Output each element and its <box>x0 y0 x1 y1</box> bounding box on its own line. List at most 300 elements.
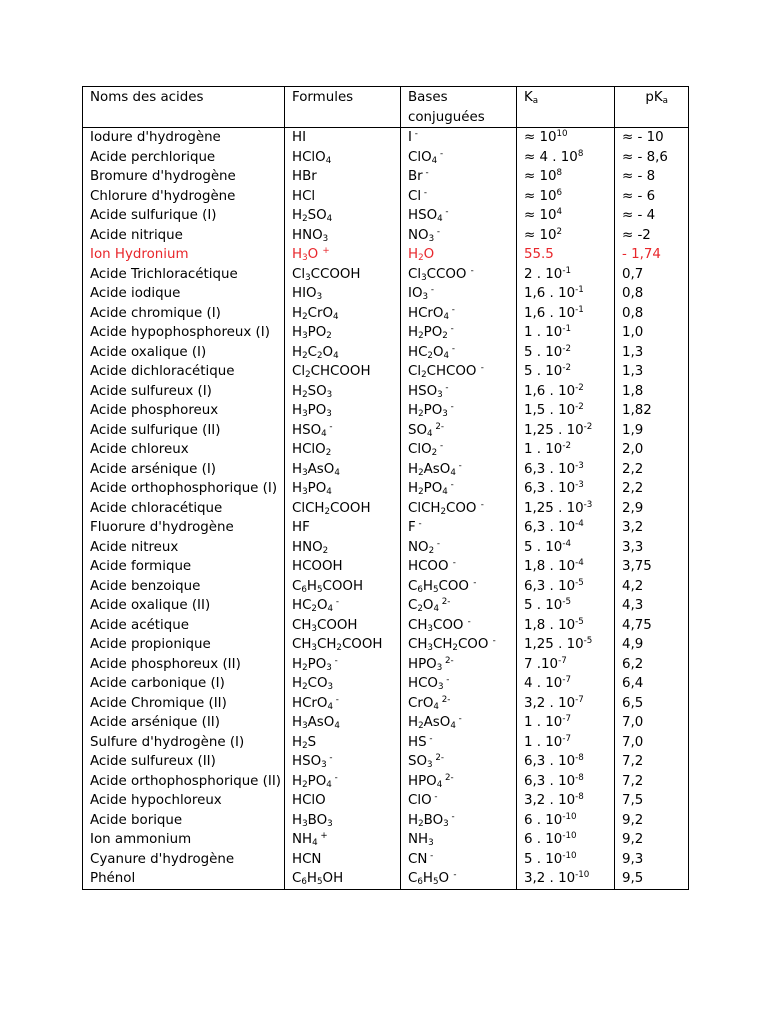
ka-cell <box>517 128 615 148</box>
formula-segment: ClCH <box>292 500 325 516</box>
formula-segment: 5 <box>316 877 323 888</box>
formula-cell <box>285 304 401 324</box>
base-segment: - <box>427 850 434 861</box>
pka-cell: 4,2 <box>615 577 689 597</box>
base-segment: ClO <box>408 442 432 457</box>
ka-cell <box>517 791 615 811</box>
base-segment: - <box>492 636 496 647</box>
formula-segment: 2 <box>311 604 317 615</box>
base-segment: H <box>408 403 419 418</box>
base-cell <box>401 304 517 324</box>
base-segment: COO <box>457 637 493 652</box>
ka-cell <box>517 401 615 421</box>
base-segment: - <box>434 226 441 237</box>
ka-cell <box>517 284 615 304</box>
ka-segment: 3,2 . 10 <box>524 793 576 808</box>
acid-name-cell: Acide iodique <box>90 286 181 301</box>
table-body <box>83 128 689 890</box>
ka-cell <box>517 674 615 694</box>
formula-segment: PO <box>307 403 327 418</box>
table-row <box>83 499 689 519</box>
ka-segment: 1,25 . 10 <box>524 422 584 438</box>
pka-cell: 1,3 <box>615 343 689 363</box>
table-row <box>83 265 689 285</box>
ka-segment: -8 <box>575 772 584 783</box>
formula-segment: 3 <box>302 487 308 498</box>
formula-segment: H <box>292 656 303 672</box>
formula-segment: COOH <box>316 617 358 633</box>
formula-segment: BO <box>307 812 328 828</box>
formula-segment: - <box>326 421 333 432</box>
base-segment: NO <box>408 539 429 555</box>
acid-name-cell: Ion Hydronium <box>90 247 189 262</box>
base-segment: CCOO <box>426 266 471 282</box>
base-segment: H <box>408 715 419 730</box>
base-cell <box>401 674 517 694</box>
formula-segment: H <box>306 871 317 886</box>
pka-cell: 3,2 <box>615 518 689 538</box>
ka-segment: -2 <box>562 363 572 374</box>
base-segment: 4 <box>443 311 450 322</box>
formula-cell <box>285 811 401 831</box>
ka-cell <box>517 382 615 402</box>
ka-segment: -7 <box>558 655 567 666</box>
pka-cell: 1,82 <box>615 401 689 421</box>
base-segment: 2 <box>418 331 424 342</box>
table-row <box>83 382 689 402</box>
base-segment: Br <box>408 169 423 184</box>
formula-cell <box>285 616 401 636</box>
acid-name-cell: Acide benzoique <box>90 578 201 594</box>
base-segment: 3 <box>443 818 449 829</box>
base-cell <box>401 791 517 811</box>
ka-cell <box>517 655 615 675</box>
base-segment: 2- <box>442 772 454 783</box>
table-row <box>83 811 689 831</box>
base-segment: H <box>422 578 433 594</box>
base-segment: COO <box>446 500 481 516</box>
base-segment: C <box>408 871 418 886</box>
acid-table-container <box>82 86 688 890</box>
base-segment: - <box>447 324 454 335</box>
table-row <box>83 674 689 694</box>
formula-segment: 2 <box>325 448 332 459</box>
acid-name-cell: Acide nitrique <box>90 227 183 243</box>
formula-segment: 2 <box>316 350 323 361</box>
ka-segment: -2 <box>583 421 593 432</box>
formula-segment: 4 <box>327 604 334 615</box>
formula-cell <box>285 557 401 577</box>
ka-cell <box>517 265 615 285</box>
acid-name-cell: Acide sulfurique (I) <box>90 208 217 223</box>
formula-cell <box>285 635 401 655</box>
formula-segment: 3 <box>327 682 334 693</box>
formula-segment: S <box>307 734 317 750</box>
table-row <box>83 772 689 792</box>
base-segment: 4 <box>433 604 439 615</box>
formula-segment: 3 <box>311 623 317 634</box>
base-segment: C <box>408 598 418 613</box>
base-cell <box>401 499 517 519</box>
acid-name-cell: Acide Chromique (II) <box>90 695 227 711</box>
base-cell <box>401 538 517 558</box>
base-segment: 2- <box>442 655 454 666</box>
pka-cell: 9,2 <box>615 811 689 831</box>
formula-segment: 3 <box>302 253 308 264</box>
base-segment: 3 <box>436 662 443 673</box>
formula-segment: H <box>292 461 303 477</box>
base-cell <box>401 557 517 577</box>
formula-segment: 3 <box>302 818 308 829</box>
base-cell <box>401 245 517 265</box>
table-row <box>83 518 689 538</box>
pka-cell: 2,2 <box>615 460 689 480</box>
formula-segment: 3 <box>305 272 311 283</box>
formula-segment: H <box>292 305 303 321</box>
base-segment: F <box>408 520 416 535</box>
ka-segment: -4 <box>575 519 584 530</box>
base-segment: 6 <box>417 877 423 888</box>
ka-cell <box>517 811 615 831</box>
formula-segment: CH <box>292 637 312 652</box>
base-segment: - <box>437 441 444 452</box>
acid-name-cell: Acide chloracétique <box>90 500 223 516</box>
base-segment: BO <box>423 812 444 828</box>
base-segment: 2 <box>418 467 424 478</box>
ka-segment: -8 <box>575 792 584 803</box>
base-segment: - <box>449 343 455 354</box>
ka-segment: -2 <box>575 382 584 393</box>
base-segment: - <box>467 616 471 627</box>
formula-segment: O <box>322 344 334 360</box>
formula-segment: 3 <box>327 818 333 829</box>
base-segment: HCO <box>408 676 438 691</box>
ka-segment: 1 . 10 <box>524 325 563 340</box>
formula-segment: - <box>331 655 338 666</box>
formula-segment: PO <box>307 773 327 789</box>
formula-segment: 3 <box>322 233 329 244</box>
base-segment: 4 <box>450 721 456 732</box>
ka-segment: 55.5 <box>524 247 554 262</box>
pka-cell: 7,2 <box>615 752 689 772</box>
formula-segment: HC <box>292 598 312 613</box>
base-segment: - <box>453 870 457 881</box>
base-segment: - <box>421 187 427 198</box>
ka-segment: 1,8 . 10 <box>524 617 576 633</box>
base-segment: O <box>423 247 435 262</box>
ka-segment: 5 . 10 <box>524 598 563 613</box>
formula-cell <box>285 460 401 480</box>
formula-segment: PO <box>307 325 327 340</box>
base-cell <box>401 323 517 343</box>
table-row <box>83 362 689 382</box>
acid-name-cell: Acide Trichloracétique <box>90 266 238 282</box>
base-segment: 2 <box>431 448 438 459</box>
acid-name-cell: Acide acétique <box>90 617 190 633</box>
formula-segment: H <box>306 578 317 594</box>
table-row <box>83 128 689 148</box>
base-segment: 2 <box>421 370 427 381</box>
table-row <box>83 226 689 246</box>
base-segment: - <box>480 363 484 374</box>
table-row <box>83 869 689 889</box>
base-segment: AsO <box>423 715 451 730</box>
formula-cell <box>285 440 401 460</box>
ka-segment: ≈ 10 <box>524 169 557 184</box>
formula-segment: 4 <box>326 487 332 498</box>
pka-cell: 1,3 <box>615 362 689 382</box>
ka-segment: 7 .10 <box>524 656 559 672</box>
ka-cell <box>517 304 615 324</box>
base-segment: 4 <box>433 701 439 712</box>
header-pka <box>615 87 689 128</box>
ka-segment: 1 . 10 <box>524 715 563 730</box>
formula-segment: + <box>317 831 328 842</box>
ka-segment: 5 . 10 <box>524 851 563 867</box>
ka-cell <box>517 479 615 499</box>
base-segment: CH <box>432 637 453 652</box>
base-segment: 3 <box>437 682 444 693</box>
formula-segment: - <box>326 753 333 764</box>
formula-segment: H <box>292 344 303 360</box>
base-segment: HCOO <box>408 559 453 574</box>
base-segment: ClO <box>408 149 432 165</box>
pka-cell: 1,8 <box>615 382 689 402</box>
formula-segment: CH <box>292 617 312 633</box>
base-cell <box>401 401 517 421</box>
formula-segment: Cl <box>292 364 306 379</box>
base-cell <box>401 655 517 675</box>
base-segment: 3 <box>442 409 448 420</box>
base-segment: HPO <box>408 656 437 672</box>
header-ka <box>517 87 615 128</box>
base-segment: 3 <box>427 760 433 771</box>
base-segment: 2 <box>442 331 448 342</box>
formula-segment: 2 <box>302 389 308 400</box>
formula-cell <box>285 362 401 382</box>
formula-segment: 2 <box>302 311 308 322</box>
base-cell <box>401 733 517 753</box>
ka-cell <box>517 499 615 519</box>
base-segment: 2 <box>418 818 424 829</box>
table-row <box>83 440 689 460</box>
pka-cell: 7,0 <box>615 733 689 753</box>
ka-cell <box>517 421 615 441</box>
base-cell <box>401 460 517 480</box>
formula-cell <box>285 187 401 207</box>
formula-segment: 4 <box>326 214 333 225</box>
pka-cell: 9,5 <box>615 869 689 889</box>
base-segment: - <box>455 714 462 725</box>
base-segment: CrO <box>408 695 434 711</box>
base-segment: O <box>438 871 454 886</box>
header-ka-base: K <box>524 90 533 105</box>
formula-cell <box>285 167 401 187</box>
base-segment: SO <box>408 422 428 438</box>
formula-cell <box>285 343 401 363</box>
ka-segment: -7 <box>562 675 572 686</box>
base-segment: H <box>408 812 419 828</box>
formula-segment: HCN <box>292 851 322 867</box>
formula-cell <box>285 518 401 538</box>
pka-cell: 3,3 <box>615 538 689 558</box>
base-segment: Cl <box>408 188 422 204</box>
ka-segment: -3 <box>575 480 584 491</box>
ka-segment: 1 . 10 <box>524 442 563 457</box>
base-segment: - <box>448 811 455 822</box>
base-cell <box>401 226 517 246</box>
base-segment: H <box>408 247 419 262</box>
acid-name-cell: Acide chromique (I) <box>90 305 221 321</box>
base-segment: 2 <box>440 506 447 517</box>
formula-cell <box>285 577 401 597</box>
base-segment: - <box>449 304 455 315</box>
acid-constants-table <box>82 86 689 890</box>
base-segment: 3 <box>428 233 435 244</box>
formula-segment: HSO <box>292 754 322 769</box>
formula-segment: HNO <box>292 539 323 555</box>
formula-cell <box>285 733 401 753</box>
table-row <box>83 557 689 577</box>
formula-cell <box>285 479 401 499</box>
table-row <box>83 733 689 753</box>
base-segment: - <box>473 577 477 588</box>
table-row <box>83 635 689 655</box>
ka-segment: -2 <box>562 441 572 452</box>
ka-segment: 6,3 . 10 <box>524 461 576 477</box>
pka-cell: 4,9 <box>615 635 689 655</box>
ka-segment: 4 . 10 <box>524 676 563 691</box>
formula-segment: CHCOOH <box>310 364 371 379</box>
formula-cell <box>285 148 401 168</box>
acid-name-cell: Acide nitreux <box>90 539 179 555</box>
acid-name-cell: Chlorure d'hydrogène <box>90 188 236 204</box>
formula-segment: 2 <box>302 740 308 751</box>
formula-segment: 3 <box>321 760 327 771</box>
ka-segment: 1 . 10 <box>524 734 563 750</box>
table-row <box>83 245 689 265</box>
ka-segment: 6,3 . 10 <box>524 520 576 535</box>
formula-segment: H <box>292 325 303 340</box>
ka-segment: -4 <box>562 538 572 549</box>
base-segment: 4 <box>443 350 450 361</box>
base-segment: 4 <box>436 779 443 790</box>
ka-segment: 6 . 10 <box>524 812 563 828</box>
formula-segment: - <box>331 772 338 783</box>
base-segment: COO <box>432 617 468 633</box>
base-segment: 2 <box>418 721 424 732</box>
ka-segment: 5 . 10 <box>524 539 563 555</box>
formula-segment: CCOOH <box>310 266 361 282</box>
base-cell <box>401 479 517 499</box>
ka-segment: -10 <box>562 850 577 861</box>
base-segment: CHCOO <box>426 364 481 379</box>
ka-cell <box>517 752 615 772</box>
formula-segment: 4 <box>321 428 327 439</box>
base-segment: ClO <box>408 793 432 808</box>
table-row <box>83 187 689 207</box>
formula-cell <box>285 752 401 772</box>
acid-name-cell: Acide arsénique (II) <box>90 715 220 730</box>
base-segment: - <box>452 558 456 569</box>
base-segment: 3 <box>427 623 433 634</box>
base-segment: - <box>442 207 449 218</box>
formula-cell <box>285 226 401 246</box>
ka-segment: -10 <box>562 811 577 822</box>
formula-cell <box>285 421 401 441</box>
base-cell <box>401 850 517 870</box>
formula-segment: H <box>292 715 303 730</box>
formula-segment: HClO <box>292 793 326 808</box>
ka-cell <box>517 635 615 655</box>
base-segment: 2 <box>418 487 424 498</box>
formula-segment: 4 <box>327 701 334 712</box>
ka-segment: -1 <box>562 265 572 276</box>
formula-segment: 4 <box>334 721 340 732</box>
pka-cell: 1,9 <box>615 421 689 441</box>
header-pka-sub: a <box>662 96 668 107</box>
formula-segment: 3 <box>326 409 332 420</box>
formula-segment: CH <box>316 637 337 652</box>
ka-segment: 6,3 . 10 <box>524 754 576 769</box>
base-segment: PO <box>423 325 443 340</box>
base-segment: AsO <box>423 461 451 477</box>
ka-segment: -1 <box>575 285 584 296</box>
formula-cell <box>285 128 401 148</box>
formula-segment: COOH <box>330 500 371 516</box>
ka-cell <box>517 733 615 753</box>
formula-segment: 2 <box>302 350 308 361</box>
pka-cell: 2,9 <box>615 499 689 519</box>
ka-segment: 10 <box>556 129 568 140</box>
acid-name-cell: Iodure d'hydrogène <box>90 130 221 145</box>
base-segment: 4 <box>442 487 448 498</box>
formula-segment: 3 <box>311 643 317 654</box>
base-segment: 5 <box>432 877 439 888</box>
formula-cell <box>285 713 401 733</box>
ka-segment: 1,25 . 10 <box>524 500 584 516</box>
formula-segment: SO <box>307 208 327 223</box>
formula-cell <box>285 401 401 421</box>
pka-cell: 9,3 <box>615 850 689 870</box>
table-row <box>83 421 689 441</box>
base-segment: 2 <box>452 643 458 654</box>
header-pka-base: pK <box>645 90 663 105</box>
acid-name-cell: Acide dichloracétique <box>90 364 235 379</box>
pka-cell: 7,2 <box>615 772 689 792</box>
ka-segment: 6,3 . 10 <box>524 578 576 594</box>
formula-cell <box>285 850 401 870</box>
formula-segment: 3 <box>326 662 332 673</box>
formula-segment: HClO <box>292 442 326 457</box>
pka-cell: 4,75 <box>615 616 689 636</box>
ka-segment: 1,8 . 10 <box>524 559 576 574</box>
formula-segment: 2 <box>302 214 308 225</box>
formula-segment: H <box>292 403 303 418</box>
formula-segment: C <box>292 578 302 594</box>
acid-name-cell: Acide hypophosphoreux (I) <box>90 325 270 340</box>
ka-segment: ≈ 4 . 10 <box>524 149 578 165</box>
formula-segment: SO <box>307 383 327 399</box>
formula-segment: 6 <box>301 584 307 595</box>
base-cell <box>401 148 517 168</box>
acid-name-cell: Fluorure d'hydrogène <box>90 520 234 535</box>
ka-segment: -1 <box>575 304 584 315</box>
acid-name-cell: Sulfure d'hydrogène (I) <box>90 734 245 750</box>
base-segment: - <box>434 538 441 549</box>
base-segment: 2 <box>418 253 424 264</box>
ka-segment: 6 . 10 <box>524 832 563 847</box>
